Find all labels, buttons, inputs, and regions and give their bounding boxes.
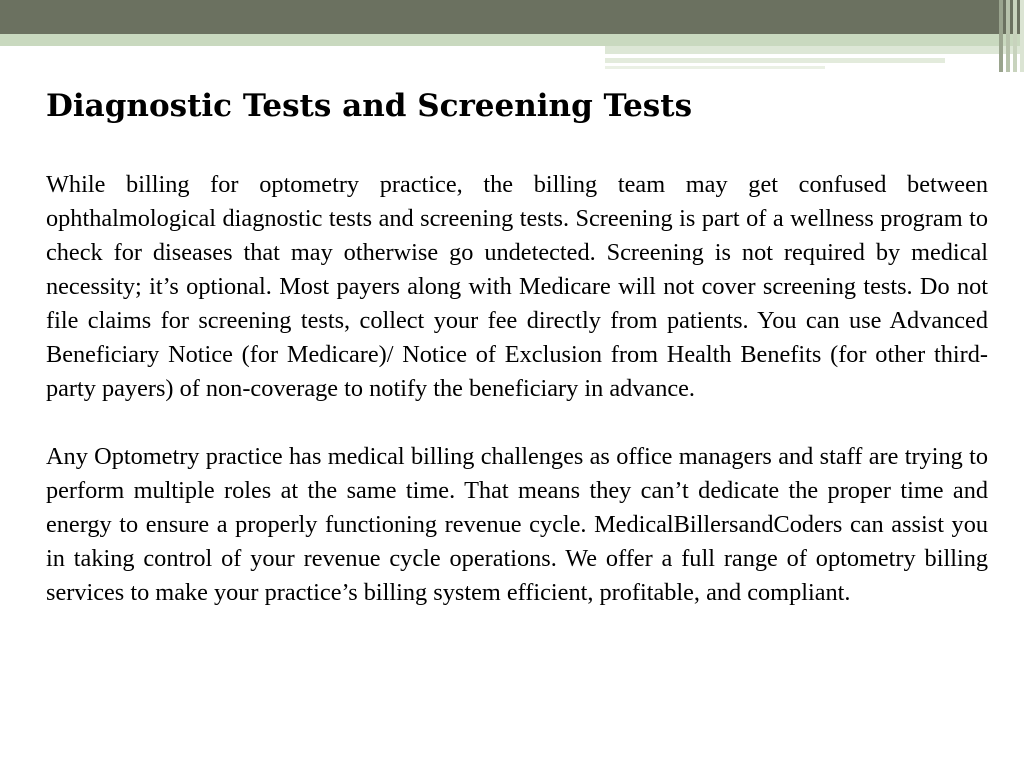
- stripe: [999, 0, 1003, 72]
- paragraph-billing-services: Any Optometry practice has medical billing challenges as office managers and staff are trying to perform multiple roles at the same time. That means they can’t dedicate the proper time and energy to ensure a properly functioning revenue cycle. MedicalBillersandCoders can assist you in taking control of your revenue cycle operations. We offer a full range of optometry billing services to make your practice’s billing system efficient, profitable, and compliant.: [46, 443, 988, 606]
- slide-title: Diagnostic Tests and Screening Tests: [46, 88, 693, 124]
- header-band-dark: [0, 0, 1024, 34]
- stripe: [1013, 0, 1017, 72]
- slide-body: [46, 168, 988, 644]
- stripe: [1006, 0, 1010, 72]
- header-accent-line: [605, 46, 1024, 54]
- header-accent-line: [605, 58, 945, 63]
- stripe: [1020, 0, 1024, 72]
- header-band-light: [0, 34, 1024, 46]
- header-accent-line: [605, 66, 825, 69]
- corner-stripes-decoration: [994, 0, 1024, 72]
- paragraph-screening-tests: While billing for optometry practice, the billing team may get confused between ophthalmological diagnostic tests and screening tests. Screening is part of a wellness program to check for diseases that may otherwise go undetected. Screening is not required by medical necessity; it’s optional. Most payers along with Medicare will not cover screening tests. Do not file claims for screening tests, collect your fee directly from patients. You can use Advanced Beneficiary Notice (for Medicare)/ Notice of Exclusion from Health Benefits (for other third-party payers) of non-coverage to notify the beneficiary in advance.: [46, 171, 988, 402]
